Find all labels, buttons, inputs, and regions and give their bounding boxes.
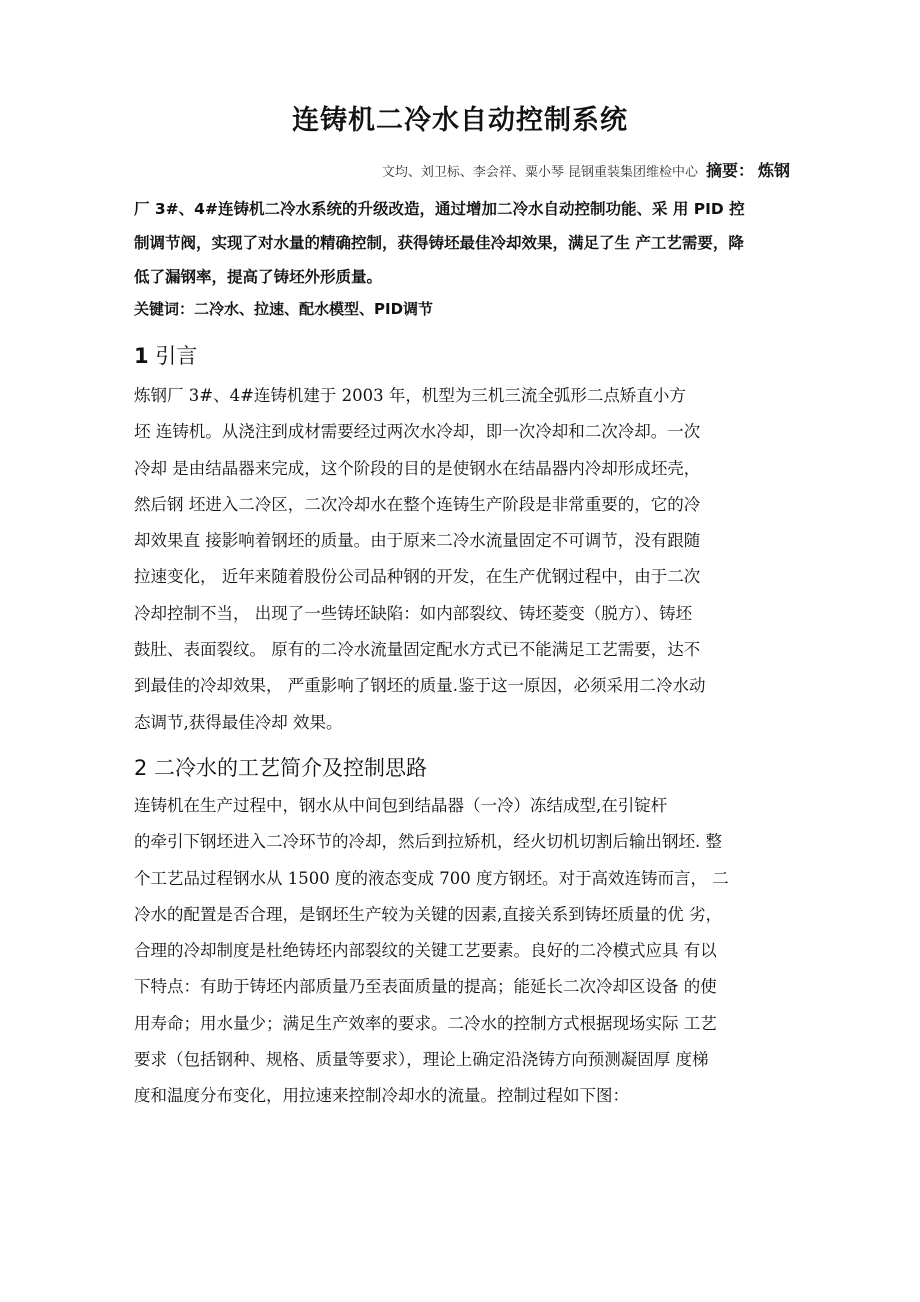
body-line: 下特点：有助于铸坯内部质量乃至表面质量的提高；能延长二次冷却区设备 的使 — [134, 977, 717, 997]
body-line: 到最佳的冷却效果， 严重影响了钢坯的质量.鉴于这一原因，必须采用二冷水动 — [134, 676, 706, 696]
section-2-title: 二冷水的工艺简介及控制思路 — [147, 756, 428, 780]
body-line: 拉速变化， 近年来随着股份公司品种钢的开发，在生产优钢过程中，由于二次 — [134, 567, 701, 587]
authors-affiliation: 文均、刘卫标、李会祥、粟小琴 昆钢重装集团维检中心 — [381, 165, 698, 180]
abstract-line: 低了漏钢率，提高了铸坯外形质量。 — [134, 268, 383, 286]
section-2-number: 2 — [134, 756, 148, 780]
abstract-label: 摘要： — [705, 161, 754, 180]
body-line: 炼钢厂 3#、4#连铸机建于 2003 年，机型为三机三流全弧形二点矫直小方 — [134, 386, 686, 405]
section-2-heading — [134, 752, 427, 782]
abstract-line: 厂 3#、4#连铸机二冷水系统的升级改造，通过增加二冷水自动控制功能、采 用 PID 控 — [134, 200, 745, 218]
keywords: 关键词：二冷水、拉速、配水模型、PID调节 — [134, 300, 434, 318]
body-line: 坯 连铸机。从浇注到成材需要经过两次水冷却，即一次冷却和二次冷却。一次 — [134, 422, 701, 442]
section-1-number: 1 — [134, 344, 149, 368]
body-line: 用寿命；用水量少；满足生产效率的要求。二冷水的控制方式根据现场实际 工艺 — [134, 1013, 717, 1033]
section-2-body — [134, 788, 794, 1115]
body-line: 然后钢 坯进入二冷区，二次冷却水在整个连铸生产阶段是非常重要的，它的冷 — [134, 494, 701, 514]
section-1-body — [134, 378, 794, 741]
body-line: 冷水的配置是否合理，是钢坯生产较为关键的因素,直接关系到铸坯质量的优 劣， — [134, 904, 722, 924]
body-line: 态调节,获得最佳冷却 效果。 — [134, 712, 343, 732]
abstract-line: 制调节阀，实现了对水量的精确控制，获得铸坯最佳冷却效果，满足了生 产工艺需要，降 — [134, 234, 744, 252]
body-line: 连铸机在生产过程中，钢水从中间包到结晶器（一冷）冻结成型,在引锭杆 — [134, 796, 668, 815]
section-1-title: 引言 — [148, 344, 198, 368]
body-line: 度和温度分布变化，用拉速来控制冷却水的流量。控制过程如下图： — [134, 1086, 629, 1106]
body-line: 的牵引下钢坯进入二冷环节的冷却，然后到拉矫机，经火切机切割后输出钢坯. 整 — [134, 832, 722, 852]
section-1-heading — [134, 340, 197, 370]
body-line: 鼓肚、表面裂纹。 原有的二冷水流量固定配水方式已不能满足工艺需要，达不 — [134, 640, 701, 660]
body-line: 冷却控制不当， 出现了一些铸坯缺陷：如内部裂纹、铸坯菱变（脱方）、铸坯 — [134, 603, 692, 623]
body-line: 个工艺品过程钢水从 1500 度的液态变成 700 度方钢坯。对于高效连铸而言， 二 — [134, 868, 729, 888]
body-line: 合理的冷却制度是杜绝铸坯内部裂纹的关键工艺要素。良好的二冷模式应具 有以 — [134, 941, 717, 961]
paper-title: 连铸机二冷水自动控制系统 — [292, 105, 628, 136]
body-line: 冷却 是由结晶器来完成，这个阶段的目的是使钢水在结晶器内冷却形成坯壳， — [134, 458, 701, 478]
byline — [130, 158, 790, 181]
abstract-lead-text: 炼钢 — [757, 161, 790, 180]
body-line: 却效果直 接影响着钢坯的质量。由于原来二冷水流量固定不可调节，没有跟随 — [134, 531, 701, 551]
abstract-body — [134, 192, 794, 294]
body-line: 要求（包括钢种、规格、质量等要求），理论上确定沿浇铸方向预测凝固厚 度梯 — [134, 1050, 709, 1070]
